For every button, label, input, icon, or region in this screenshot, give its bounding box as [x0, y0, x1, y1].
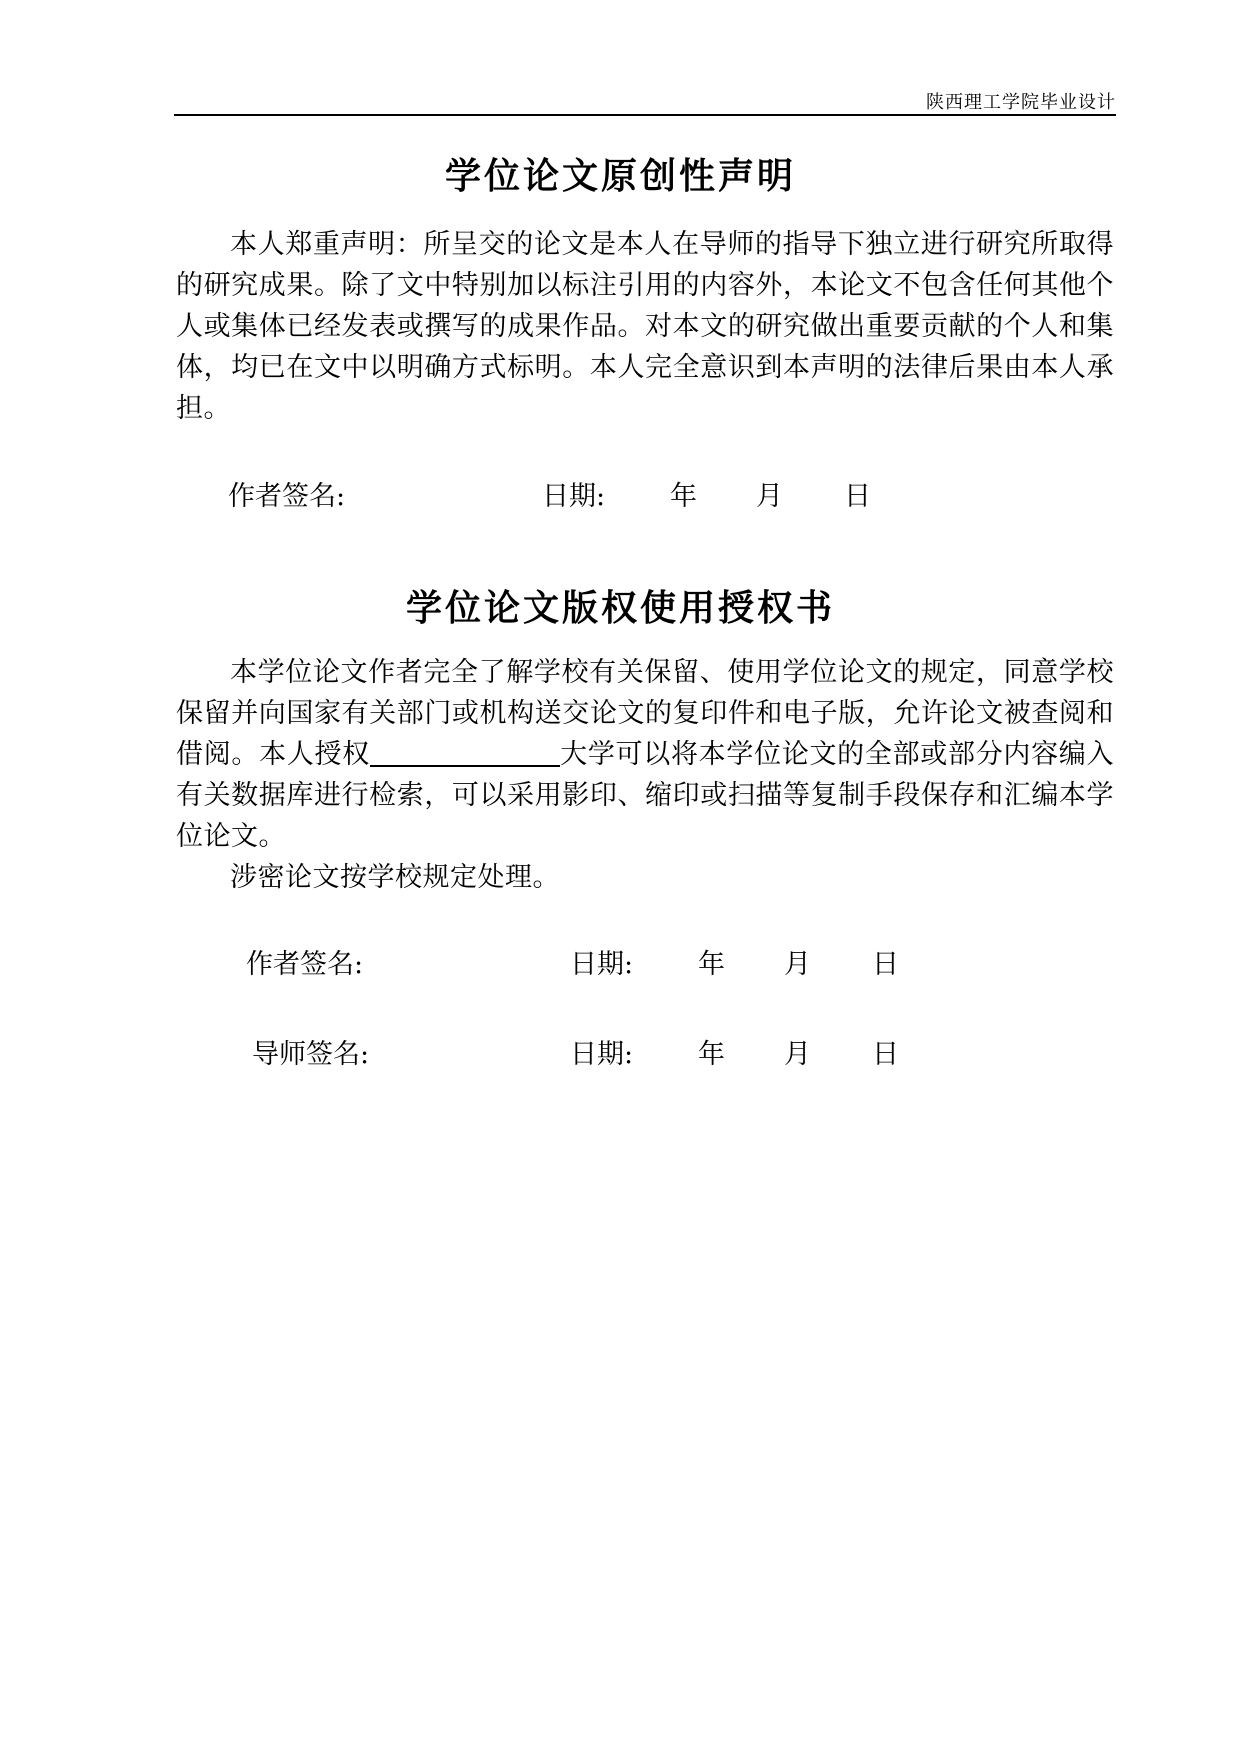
- date-label: 日期:: [542, 481, 606, 512]
- originality-title: 学位论文原创性声明: [444, 155, 796, 197]
- day-label: 日: [872, 1039, 899, 1070]
- year-label: 年: [670, 481, 697, 512]
- advisor-signature-label: 导师签名:: [252, 1039, 370, 1070]
- originality-paragraph: [176, 224, 1114, 429]
- date-label: 日期:: [570, 949, 634, 980]
- copyright-body: [176, 652, 1114, 857]
- day-label: 日: [844, 481, 871, 512]
- header-rule: [174, 114, 1116, 116]
- copyright-body-part1: 本学位论文作者完全了解学校有关保留、使用学位论文的规定，同意学校保留并向国家有关部门或机构送交论文的复印件和电子版，允许论文被查阅和借阅。本人授权: [176, 657, 1114, 770]
- author-signature-label: 作者签名:: [246, 949, 364, 980]
- secret-note: 涉密论文按学校规定处理。: [230, 862, 560, 893]
- month-label: 月: [784, 1039, 811, 1070]
- originality-signature-row: [0, 474, 1241, 512]
- copyright-title: 学位论文版权使用授权书: [405, 587, 835, 629]
- originality-body: 本人郑重声明：所呈交的论文是本人在导师的指导下独立进行研究所取得的研究成果。除了文中特别加以标注引用的内容外，本论文不包含任何其他个人或集体已经发表或撰写的成果作品。对本文的研究做出重要贡献的个人和集体，均已在文中以明确方式标明。本人完全意识到本声明的法律后果由本人承担。: [176, 229, 1114, 424]
- copyright-author-signature-row: [0, 942, 1241, 980]
- copyright-body-part2: 大学可以将本学位论文的全部或部分内容编入有关数据库进行检索，可以采用影印、缩印或扫描等复制手段保存和汇编本学位论文。: [176, 739, 1115, 852]
- year-label: 年: [698, 949, 725, 980]
- author-signature-label: 作者签名:: [228, 481, 346, 512]
- year-label: 年: [698, 1039, 725, 1070]
- month-label: 月: [756, 481, 783, 512]
- copyright-paragraph: [176, 652, 1114, 898]
- copyright-advisor-signature-row: [0, 1032, 1241, 1070]
- day-label: 日: [872, 949, 899, 980]
- university-blank: [370, 735, 560, 767]
- date-label: 日期:: [570, 1039, 634, 1070]
- month-label: 月: [784, 949, 811, 980]
- header-school-label: 陕西理工学院毕业设计: [926, 92, 1116, 113]
